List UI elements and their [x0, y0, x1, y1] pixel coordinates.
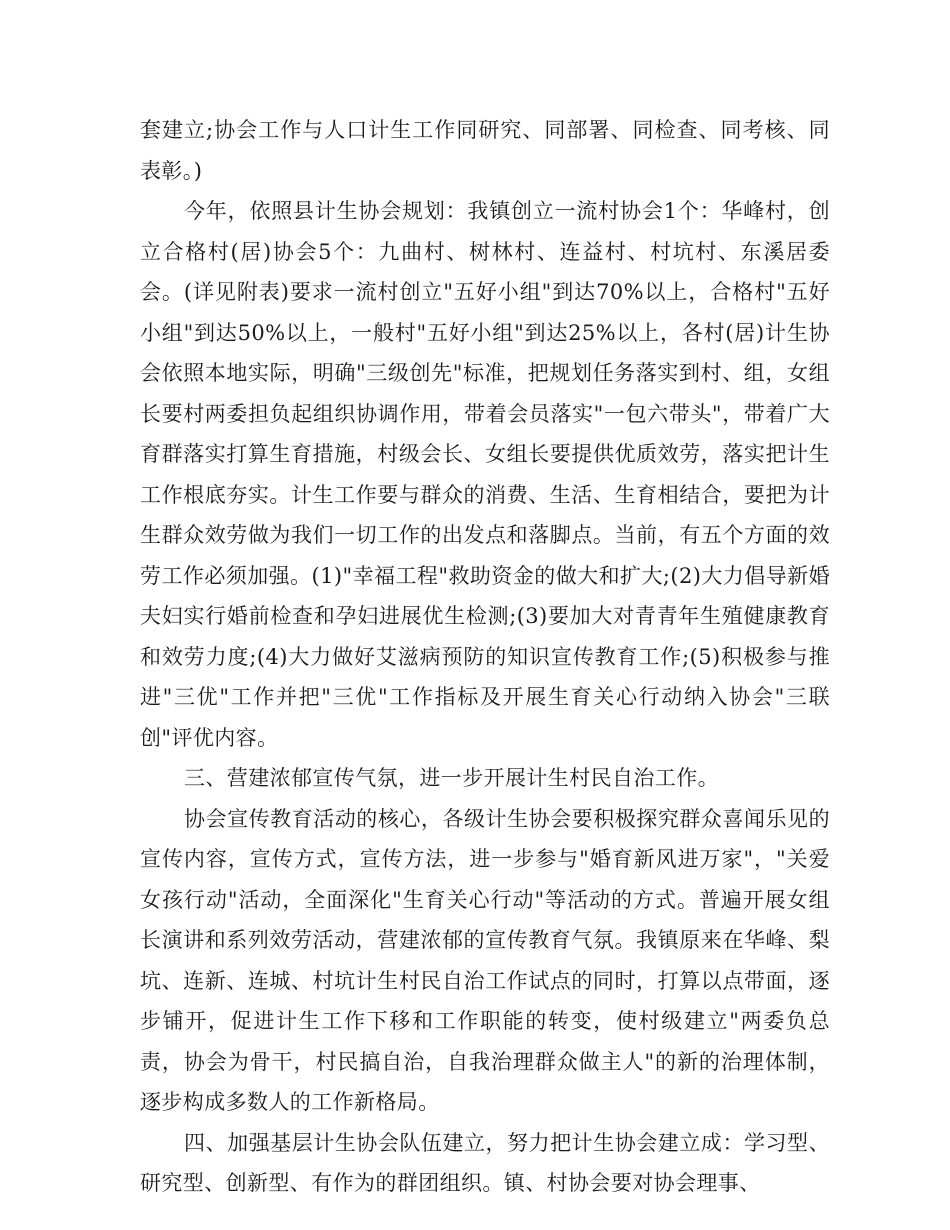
paragraph-plan: 今年，依照县计生协会规划：我镇创立一流村协会1个：华峰村，创立合格村(居)协会5个：九曲村、树林村、连益村、村坑村、东溪居委会。(详见附表)要求一流村创立"五好小组"到达70%以上，合格村"五好小组"到达50%以上，一般村"五好小组"到达25%以上，各村(居)计生协会依照本地实际，明确"三级创先"标准，把规划任务落实到村、组，女组长要村两委担负起组织协调作用，带着会员落实"一包六带头"，带着广大育群落实打算生育措施，村级会长、女组长要提供优质效劳，落实把计生工作根底夯实。计生工作要与群众的消费、生活、生育相结合，要把为计生群众效劳做为我们一切工作的出发点和落脚点。当前，有五个方面的效劳工作必须加强。(1)"幸福工程"救助资金的做大和扩大;(2)大力倡导新婚夫妇实行婚前检查和孕妇进展优生检测;(3)要加大对青青年生殖健康教育和效劳力度;(4)大力做好艾滋病预防的知识宣传教育工作;(5)积极参与推进"三优"工作并把"三优"工作指标及开展生育关心行动纳入协会"三联创"评优内容。 [140, 199, 830, 750]
paragraph-publicity: 协会宣传教育活动的核心，各级计生协会要积极探究群众喜闻乐见的宣传内容，宣传方式，宣传方法，进一步参与"婚育新风进万家"，"关爱女孩行动"活动，全面深化"生育关心行动"等活动的方式。普遍开展女组长演讲和系列效劳活动，营建浓郁的宣传教育气氛。我镇原来在华峰、梨坑、连新、连城、村坑计生村民自治工作试点的同时，打算以点带面，逐步铺开，促进计生工作下移和工作职能的转变，使村级建立"两委负总责，协会为骨干，村民搞自治，自我治理群众做主人"的新的治理体制，逐步构成多数人的工作新格局。 [140, 806, 830, 1114]
section-heading-three: 三、营建浓郁宣传气氛，进一步开展计生村民自治工作。 [184, 766, 719, 790]
section-heading-four: 四、加强基层计生协会队伍建立，努力把计生协会建立成：学习型、研究型、创新型、有作为的群团组织。镇、村协会要对协会理事、 [140, 1130, 830, 1195]
paragraph-continuation: 套建立;协会工作与人口计生工作同研究、同部署、同检查、同考核、同表彰。) [140, 118, 830, 183]
document-body [140, 110, 830, 1204]
